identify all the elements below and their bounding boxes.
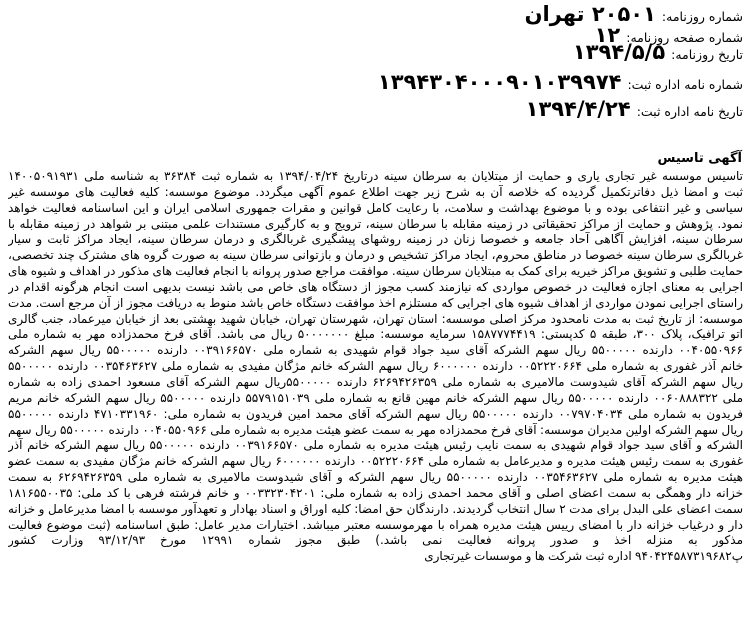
- notice-line: ریال سهم الشرکه آقای شیدوست مالامیری به شماره ملی ۶۲۶۹۴۲۶۳۵۹ دارنده ۵۵۰۰۰۰۰ریال سهم الشرکه آقای مسعود احمدی زاده به شماره: [8, 374, 743, 389]
- notice-line: مذکور به منزله اخذ و صدور پروانه فعالیت نمی باشد.) طبق مجوز شماره ۱۲۹۹۱ مورخ ۹۳/۱۲/۹۳ وزارت کشور: [8, 533, 743, 548]
- notice-line: الشرکه و آقای سید جواد قوام شهیدی به سمت نایب رئیس هیئت مدیره به شماره ملی ۰۰۳۹۱۶۶۵۷۰ دارنده ۵۵۰۰۰۰۰ ریال سهم الشرکه خانم آذر: [8, 438, 743, 453]
- registry-letter-number-row: [8, 70, 743, 94]
- notice-title: آگهی تاسیس: [657, 151, 742, 166]
- notice-line: نمود. پژوهش و حمایت از مراکز تحقیقاتی در زمینه مقابله با سرطان سینه، ترویج و به کارگیری مستندات علمی مبتنی بر شواهد در زمینه مقابله با: [8, 216, 743, 231]
- notice-line: ۰۰۴۰۵۵۰۹۶۶ دارنده ۵۵۰۰۰۰۰ ریال سهم الشرکه آقای سید جواد قوام شهیدی به شماره ملی ۰۰۳۹۱۶۶۵۷۰ دارنده ۵۵۰۰۰۰۰ ریال سهم الشرکه: [8, 343, 743, 358]
- notice-line: دار و درغیاب خزانه دار با امضای رییس هیئت مدیره همراه با مهرموسسه معتبر میباشد. اختیارات مدیر عامل: طبق اساسنامه (ثبت موضوع فعالیت: [8, 517, 743, 532]
- notice-line: غفوری به سمت رئیس هیئت مدیره و مدیرعامل به شماره ملی ۰۰۵۲۲۲۰۶۶۴ دارنده ۶۰۰۰۰۰۰ ریال سهم الشرکه خانم مژگان مفیدی به سمت عضو: [8, 454, 743, 469]
- registry-letter-date-row: [8, 97, 743, 121]
- newspaper-page-value: ۱۲: [594, 23, 621, 47]
- newspaper-number-label: شماره روزنامه:: [661, 9, 743, 24]
- notice-line: ریال سهم الشرکه اولین مدیران موسسه: آقای فرخ محمدزاده مهر به سمت عضو هیئت مدیره به شماره ملی ۰۰۴۰۵۵۰۹۶۶ دارنده ۵۵۰۰۰۰۰ ریال سهم: [8, 422, 743, 437]
- notice-line: غربالگری سرطان سینه خصوصا در مناطق محروم، ایجاد مراکز تشخیص و درمان و بازتوانی سرطان سینه به صورت گروه های مشترک چند تخصصی،: [8, 248, 743, 263]
- notice-line: فریدون به شماره ملی ۰۰۷۹۷۰۴۰۳۴ دارنده ۵۵۰۰۰۰۰ ریال سهم الشرکه آقای محمد امین فریدون به شماره ملی: ۴۷۱۰۳۳۱۹۶۰ دارنده ۵۵۰۰۰۰۰: [8, 406, 743, 421]
- registry-letter-date-label: تاریخ نامه اداره ثبت:: [636, 104, 743, 119]
- newspaper-date-row: [8, 40, 743, 64]
- notice-body: [8, 169, 743, 565]
- notice-line: اتو ترافیک، پلاک ۳۰۰، طبقه ۵ کدپستی: ۱۵۸۷۷۷۴۴۱۹ سرمایه موسسه: مبلغ ۵۰۰۰۰۰۰۰ ریال می باشد. آقای فرخ محمدزاده مهر به شماره ملی: [8, 327, 743, 342]
- notice-line: اجرایی به معنای اجازه فعالیت در خصوص مواردی که نیازمند کسب مجوز از دستگاه های خاص می باشد نیست بدیهی است انجام هرگونه اقدام در: [8, 279, 743, 294]
- newspaper-page-label: شماره صفحه روزنامه:: [626, 30, 743, 45]
- notice-line: ثبت و امضا ذیل دفاترتکمیل گردیده که خلاصه آن به شرح زیر جهت اطلاع عموم آگهی میگردد. موضوع موسسه: کلیه فعالیت های موسسه غیر: [8, 184, 743, 199]
- newspaper-date-value: ۱۳۹۴/۵/۵: [572, 40, 666, 64]
- notice-line: خزانه دار وهمگی به سمت اعضای اصلی و آقای محمد احمدی زاده به شماره ملی: ۰۰۳۳۲۳۰۴۲۰۱ و خانم فرشته فرهی با کد ملی: ۱۸۱۶۵۵۰۰۳۵: [8, 485, 743, 500]
- registry-letter-date-value: ۱۳۹۴/۴/۲۴: [525, 97, 631, 121]
- registry-letter-number-label: شماره نامه اداره ثبت:: [627, 77, 743, 92]
- newspaper-number-value: ۲۰۵۰۱ تهران: [524, 2, 656, 26]
- notice-line: پ۹۴۰۴۲۴۵۸۷۳۱۹۶۸۲ اداره ثبت شرکت ها و موسسات غیرتجاری: [424, 549, 743, 564]
- notice-line: سمت اعضای علی البدل برای مدت ۲ سال انتخاب گردیدند. دارندگان حق امضا: کلیه اوراق و اسناد بهادار و تعهدآور موسسه با امضا مدیرعامل و خزانه: [8, 501, 743, 516]
- notice-line: سیاسی و غیر انتفاعی بوده و با موضوع بهداشت و سلامت، با رعایت کامل قوانین و مقرات جمهوری اسلامی ایران و این اساسنامه فعالیت خواهد: [8, 200, 743, 215]
- notice-line: تاسیس موسسه غیر تجاری یاری و حمایت از مبتلایان به سرطان سینه درتاریخ ۱۳۹۴/۰۴/۲۴ به شماره ثبت ۳۶۳۸۴ به شناسه ملی ۱۴۰۰۵۰۹۱۹۳۱: [8, 169, 743, 183]
- registry-letter-number-value: ۱۳۹۴۳۰۴۰۰۰۹۰۱۰۳۹۹۷۴: [377, 70, 622, 94]
- notice-line: موسسه: از تاریخ ثبت به مدت نامحدود مرکز اصلی موسسه: استان تهران، شهرستان تهران، خیابان شهید بهشتی بعد از خیابان میرعماد، جنب گالری: [8, 311, 743, 326]
- newspaper-date-label: تاریخ روزنامه:: [671, 47, 743, 62]
- notice-line: سرطان سینه، افزایش آگاهی آحاد جامعه و خصوصا زنان در زمینه روشهای پیشگیری غربالگری و درمان سرطان سینه، ایجاد مراکز ثابت و سیار: [8, 232, 743, 247]
- notice-line: خانم آذر غفوری به شماره ملی ۰۰۵۲۲۲۰۶۶۴ دارنده ۶۰۰۰۰۰۰ ریال سهم الشرکه خانم مژگان مفیدی به شماره ملی ۰۰۳۵۴۶۳۶۲۷ دارنده ۵۵۰۰۰۰۰: [8, 359, 743, 374]
- notice-line: حمایت طلبی و تشویق مراکز خیریه برای کمک به مبتلایان سرطان سینه. موافقت مراجع صدور پروانه با انجام فعالیت های مذکور در اهداف و شیوه های: [8, 264, 743, 279]
- notice-line: هیئت مدیره به شماره ملی ۰۰۳۵۴۶۳۶۲۷ دارنده ۵۵۰۰۰۰۰ ریال سهم الشرکه و آقای شیدوست مالامیری به شماره ملی ۶۲۶۹۴۲۶۳۵۹ به سمت: [8, 470, 743, 485]
- notice-line: ملی ۰۰۶۰۸۸۸۳۲۲ دارنده ۵۵۰۰۰۰۰ ریال سهم الشرکه خانم مهین قانع به شماره ملی ۵۵۷۹۱۵۱۰۳۹ دارنده ۵۵۰۰۰۰۰ ریال سهم الشرکه خانم مریم: [8, 390, 743, 405]
- notice-line: راستای اجرایی نمودن مواردی از اهداف شیوه های اجرایی که مستلزم اخذ موافقت دستگاه خاص باشد منوط به دریافت مجوز از آن مرجع است. مدت: [8, 295, 743, 310]
